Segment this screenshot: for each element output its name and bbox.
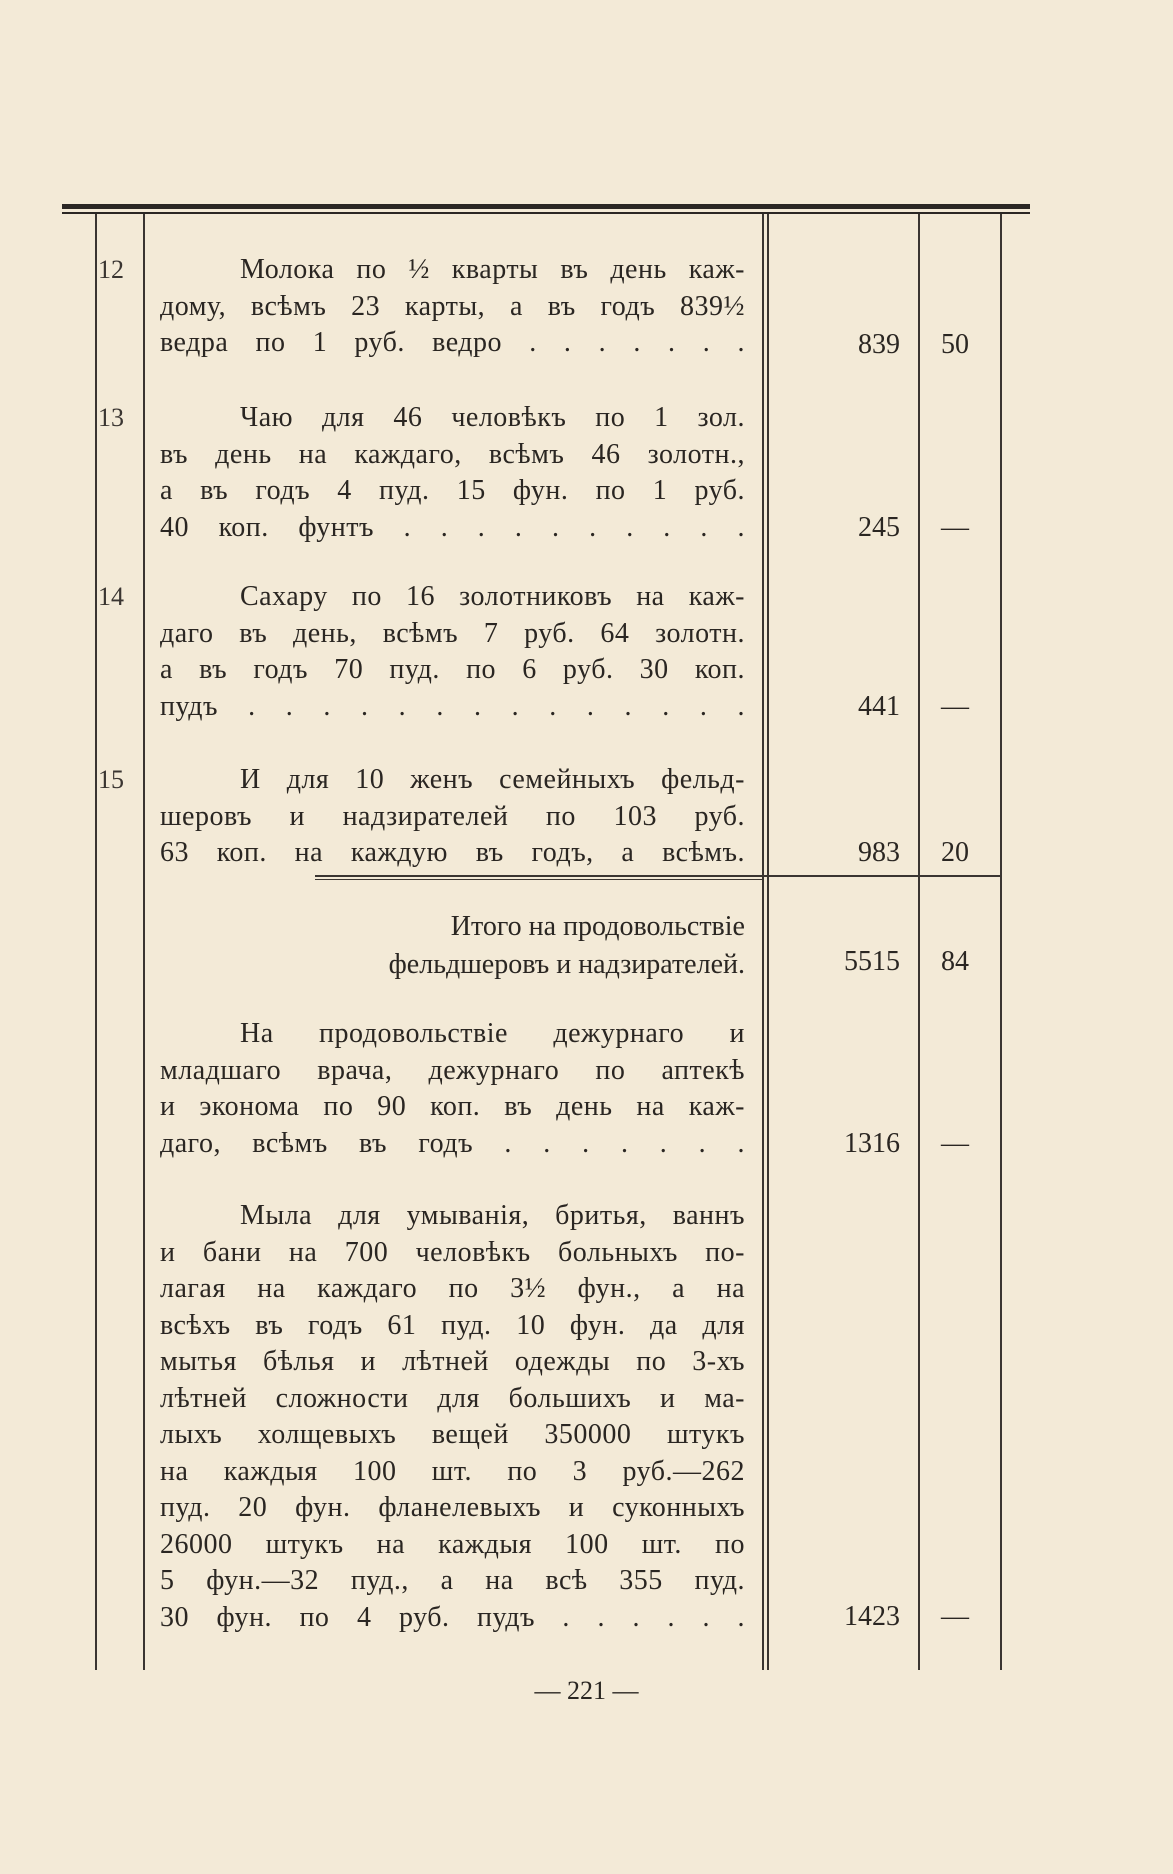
row-line: даго въ день, всѣмъ 7 руб. 64 золотн.	[160, 617, 745, 649]
row-number: 13	[98, 403, 124, 432]
row-line: 63 коп. на каждую въ годъ, а всѣмъ.	[160, 837, 745, 868]
sum-rule	[315, 875, 1000, 877]
row-text	[160, 252, 745, 362]
col-line-kop	[918, 214, 920, 1670]
kopecks-value: —	[941, 1601, 969, 1632]
row-line: въ день на каждаго, всѣмъ 46 золотн.,	[160, 438, 745, 470]
sum-rule-2	[315, 879, 763, 880]
row-line: ведра по 1 руб. ведро . . . . . . .	[160, 327, 745, 358]
row-line: пудъ . . . . . . . . . . . . . .	[160, 690, 745, 722]
total-line: фельдшеровъ и надзирателей.	[388, 949, 745, 980]
extra-text	[160, 1198, 745, 1636]
col-line-num	[95, 214, 97, 1670]
total-kopecks: 84	[941, 946, 969, 977]
row-line: а въ годъ 4 пуд. 15 фун. по 1 руб.	[160, 475, 745, 506]
rubles-value: 245	[858, 512, 900, 543]
row-line: 40 коп. фунтъ . . . . . . . . . .	[160, 511, 745, 543]
row-number: 14	[98, 582, 124, 611]
row-text	[160, 579, 745, 725]
row-line: Молока по ½ кварты въ день каж-	[240, 254, 745, 285]
row-line: шеровъ и надзирателей по 103 руб.	[160, 800, 745, 832]
extra-line: Мыла для умыванія, бритья, ваннъ	[240, 1200, 745, 1231]
extra-line: всѣхъ въ годъ 61 пуд. 10 фун. да для	[160, 1309, 745, 1341]
row-line: Сахару по 16 золотниковъ на каж-	[240, 581, 745, 612]
row-line: И для 10 женъ семейныхъ фельд-	[240, 764, 745, 795]
total-line: Итого на продовольствіе	[450, 911, 745, 942]
rubles-value: 983	[858, 837, 900, 868]
top-rule	[62, 204, 1030, 209]
kopecks-value: 50	[941, 329, 969, 360]
extra-line: пуд. 20 фун. фланелевыхъ и суконныхъ	[160, 1492, 745, 1523]
col-line-rub-a	[762, 214, 764, 1670]
kopecks-value: 20	[941, 837, 969, 868]
rubles-value: 1316	[844, 1128, 900, 1159]
kopecks-value: —	[941, 512, 969, 543]
extra-line: мытья бѣлья и лѣтней одежды по 3-хъ	[160, 1346, 745, 1377]
page-number: — 221 —	[534, 1676, 639, 1705]
row-text	[160, 400, 745, 546]
extra-line: лагая на каждаго по 3½ фун., а на	[160, 1273, 745, 1304]
rubles-value: 441	[858, 691, 900, 722]
row-text	[160, 762, 745, 872]
extra-line: даго, всѣмъ въ годъ . . . . . . .	[160, 1127, 745, 1159]
rubles-value: 839	[858, 329, 900, 360]
total-text	[160, 908, 745, 984]
col-line-rub-b	[767, 214, 769, 1670]
extra-line: и эконома по 90 коп. въ день на каж-	[160, 1091, 745, 1122]
extra-line: 26000 штукъ на каждыя 100 шт. по	[160, 1528, 745, 1560]
extra-line: 30 фун. по 4 руб. пудъ . . . . . .	[160, 1601, 745, 1633]
extra-line: лыхъ холщевыхъ вещей 350000 штукъ	[160, 1419, 745, 1450]
extra-line: младшаго врача, дежурнаго по аптекѣ	[160, 1054, 745, 1086]
top-rule-thin	[62, 212, 1030, 214]
rubles-value: 1423	[844, 1601, 900, 1632]
total-rubles: 5515	[844, 946, 900, 977]
kopecks-value: —	[941, 1128, 969, 1159]
extra-line: 5 фун.—32 пуд., а на всѣ 355 пуд.	[160, 1565, 745, 1596]
row-number: 15	[98, 765, 124, 794]
row-number: 12	[98, 255, 124, 284]
extra-line: лѣтней сложности для большихъ и ма-	[160, 1382, 745, 1414]
extra-text	[160, 1016, 745, 1162]
extra-line: и бани на 700 человѣкъ больныхъ по-	[160, 1236, 745, 1268]
row-line: дому, всѣмъ 23 карты, а въ годъ 839½	[160, 290, 745, 322]
kopecks-value: —	[941, 691, 969, 722]
extra-line: На продовольствіе дежурнаго и	[240, 1018, 745, 1049]
row-line: Чаю для 46 человѣкъ по 1 зол.	[240, 402, 745, 433]
col-line-right	[1000, 214, 1002, 1670]
row-line: а въ годъ 70 пуд. по 6 руб. 30 коп.	[160, 654, 745, 685]
extra-line: на каждыя 100 шт. по 3 руб.—262	[160, 1455, 745, 1487]
